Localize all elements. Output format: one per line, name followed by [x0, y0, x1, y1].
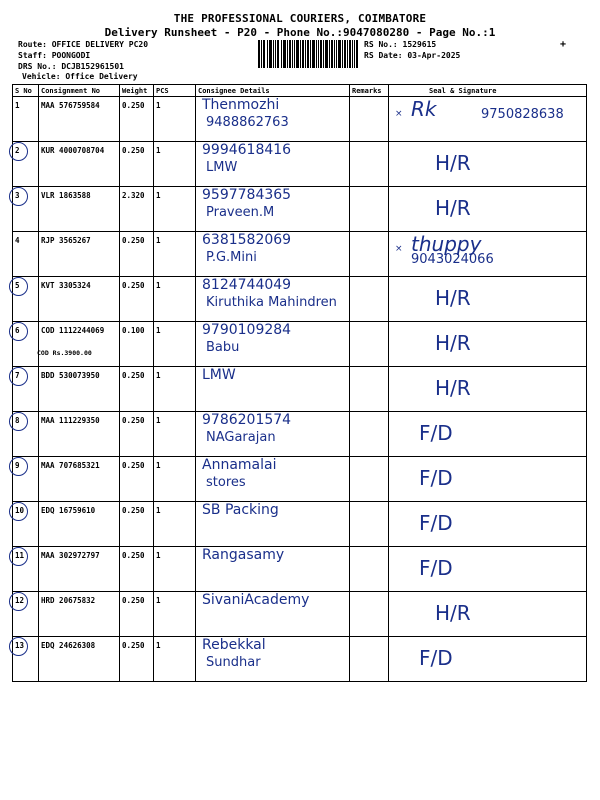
row-signature-cell — [389, 187, 587, 232]
row-pcs: 1 — [154, 142, 196, 187]
row-consignment-cell — [39, 637, 120, 682]
route-label: Route: OFFICE DELIVERY PC20 — [18, 40, 149, 49]
row-weight: 0.250 — [120, 412, 154, 457]
row-consignee-line1: LMW — [202, 367, 236, 383]
row-signature: H/R — [435, 331, 471, 355]
row-signature: F/D — [419, 556, 453, 580]
circle-mark — [9, 187, 28, 206]
row-remarks — [350, 592, 389, 637]
row-remarks — [350, 277, 389, 322]
col-header-weight: Weight — [120, 85, 154, 97]
company-title: THE PROFESSIONAL COURIERS, COIMBATORE — [173, 12, 427, 25]
row-consignee-line1: Annamalai — [202, 457, 277, 473]
drs-number-label: DRS No.: DCJB152961501 — [18, 62, 124, 71]
table-row — [13, 412, 587, 457]
row-sno-cell — [13, 232, 39, 277]
row-consignment-no: EDQ 24626308 — [41, 641, 96, 650]
table-header-row — [13, 85, 587, 97]
row-consignee-cell — [196, 367, 350, 412]
row-signature: F/D — [419, 466, 453, 490]
row-sno-cell — [13, 322, 39, 367]
row-pcs: 1 — [154, 232, 196, 277]
row-pcs: 1 — [154, 412, 196, 457]
row-consignment-cell — [39, 277, 120, 322]
row-signature-cell — [389, 97, 587, 142]
row-consignee-line1: SivaniAcademy — [202, 592, 310, 608]
row-remarks — [350, 232, 389, 277]
row-consignee-cell — [196, 232, 350, 277]
row-signature-cell — [389, 412, 587, 457]
row-sno: 3 — [15, 191, 20, 200]
row-consignment-no: COD 1112244069 — [41, 326, 105, 335]
row-consignee-cell — [196, 637, 350, 682]
row-consignment-no: BDD 530073950 — [41, 371, 100, 380]
vehicle-label: Vehicle: Office Delivery — [22, 72, 138, 81]
row-remarks — [350, 97, 389, 142]
row-pcs: 1 — [154, 592, 196, 637]
row-pcs: 1 — [154, 637, 196, 682]
row-consignment-no: EDQ 16759610 — [41, 506, 96, 515]
row-sno-cell — [13, 367, 39, 412]
row-sno-cell — [13, 457, 39, 502]
rs-number-label: RS No.: 1529615 — [364, 40, 437, 49]
row-sno-cell — [13, 97, 39, 142]
row-consignee-line2: LMW — [206, 160, 238, 175]
row-cod-amount: COD Rs.3900.00 — [37, 349, 92, 357]
row-consignee-line2: 9488862763 — [206, 115, 289, 130]
row-sno: 4 — [15, 236, 20, 245]
row-consignment-no: MAA 707685321 — [41, 461, 100, 470]
runsheet-title: Delivery Runsheet - P20 - Phone No.:9047080280 - Page No.:1 — [104, 26, 496, 39]
row-consignment-no: VLR 1863588 — [41, 191, 91, 200]
row-pcs: 1 — [154, 367, 196, 412]
circle-mark — [9, 142, 28, 161]
row-remarks — [350, 187, 389, 232]
row-sno-cell — [13, 412, 39, 457]
row-consignment-cell — [39, 412, 120, 457]
row-consignment-no: MAA 576759584 — [41, 101, 100, 110]
row-pcs: 1 — [154, 547, 196, 592]
row-consignee-line2: Praveen.M — [206, 205, 275, 220]
row-consignee-cell — [196, 322, 350, 367]
circle-mark — [9, 547, 28, 566]
col-header-signature: Seal & Signature — [389, 85, 587, 97]
row-signature: F/D — [419, 421, 453, 445]
row-sno: 8 — [15, 416, 20, 425]
circle-mark — [9, 367, 28, 386]
row-consignee-cell — [196, 142, 350, 187]
col-header-consignment: Consignment No — [39, 85, 120, 97]
row-signature: H/R — [435, 286, 471, 310]
row-consignment-cell — [39, 367, 120, 412]
row-consignment-no: KVT 3305324 — [41, 281, 91, 290]
row-consignee-cell — [196, 502, 350, 547]
row-consignee-line1: Thenmozhi — [202, 97, 280, 113]
row-sno: 9 — [15, 461, 20, 470]
row-cross-mark: × — [395, 109, 403, 119]
row-signature: thuppy — [411, 232, 482, 256]
row-consignee-line1: 8124744049 — [202, 277, 292, 293]
row-sno-cell — [13, 502, 39, 547]
col-header-remarks: Remarks — [350, 85, 389, 97]
row-weight: 0.250 — [120, 547, 154, 592]
col-header-pcs: PCS — [154, 85, 196, 97]
row-signature-cell — [389, 457, 587, 502]
table-row — [13, 592, 587, 637]
circle-mark — [9, 457, 28, 476]
row-sno-cell — [13, 637, 39, 682]
row-weight: 0.250 — [120, 142, 154, 187]
row-sno: 12 — [15, 596, 25, 605]
row-pcs: 1 — [154, 277, 196, 322]
row-signature: H/R — [435, 196, 471, 220]
row-consignment-no: KUR 4000708704 — [41, 146, 105, 155]
row-sno-cell — [13, 142, 39, 187]
table-row — [13, 187, 587, 232]
staff-label: Staff: POONGODI — [18, 51, 91, 60]
circle-mark — [9, 322, 28, 341]
row-consignee-line2: Babu — [206, 340, 240, 355]
circle-mark — [9, 637, 28, 656]
row-pcs: 1 — [154, 457, 196, 502]
row-signature: H/R — [435, 151, 471, 175]
row-remarks — [350, 142, 389, 187]
row-consignee-cell — [196, 277, 350, 322]
row-remarks — [350, 502, 389, 547]
circle-mark — [9, 412, 28, 431]
row-consignee-line1: Rangasamy — [202, 547, 285, 563]
row-weight: 0.250 — [120, 232, 154, 277]
table-row — [13, 232, 587, 277]
row-remarks — [350, 547, 389, 592]
row-signature: F/D — [419, 511, 453, 535]
row-sno: 11 — [15, 551, 25, 560]
table-row — [13, 457, 587, 502]
row-cross-mark: × — [395, 244, 403, 254]
row-weight: 0.250 — [120, 277, 154, 322]
table-row — [13, 547, 587, 592]
row-weight: 0.250 — [120, 592, 154, 637]
row-weight: 0.250 — [120, 637, 154, 682]
row-consignee-line1: Rebekkal — [202, 637, 266, 653]
rs-date-label: RS Date: 03-Apr-2025 — [364, 51, 461, 60]
row-remarks — [350, 457, 389, 502]
col-header-sno: S No — [13, 85, 39, 97]
row-consignment-cell — [39, 502, 120, 547]
table-row — [13, 277, 587, 322]
row-pcs: 1 — [154, 187, 196, 232]
row-consignment-cell — [39, 97, 120, 142]
row-signature: H/R — [435, 601, 471, 625]
table-row — [13, 322, 587, 367]
row-consignee-line2: Sundhar — [206, 655, 261, 670]
row-consignee-line2: P.G.Mini — [206, 250, 257, 265]
row-pcs: 1 — [154, 502, 196, 547]
row-consignee-line1: 6381582069 — [202, 232, 292, 248]
row-remarks — [350, 637, 389, 682]
row-sno-cell — [13, 592, 39, 637]
row-sno: 7 — [15, 371, 20, 380]
row-consignee-cell — [196, 97, 350, 142]
row-weight: 0.100 — [120, 322, 154, 367]
row-consignment-cell — [39, 592, 120, 637]
row-signature-cell — [389, 592, 587, 637]
row-signature-cell — [389, 637, 587, 682]
row-signature-cell — [389, 502, 587, 547]
row-consignment-cell — [39, 322, 120, 367]
row-consignee-cell — [196, 592, 350, 637]
corner-mark: + — [560, 39, 567, 50]
row-signature-phone: 9043024066 — [411, 252, 494, 267]
row-consignment-no: MAA 302972797 — [41, 551, 100, 560]
row-consignment-cell — [39, 457, 120, 502]
row-sno: 10 — [15, 506, 25, 515]
row-signature-cell — [389, 547, 587, 592]
row-consignee-line2: stores — [206, 475, 246, 490]
barcode-image — [258, 40, 358, 68]
table-row — [13, 97, 587, 142]
row-sno: 2 — [15, 146, 20, 155]
table-row — [13, 367, 587, 412]
row-sno: 6 — [15, 326, 20, 335]
row-consignee-line2: Kiruthika Mahindren — [206, 295, 337, 310]
runsheet-table — [12, 84, 587, 682]
row-weight: 0.250 — [120, 97, 154, 142]
row-consignment-no: RJP 3565267 — [41, 236, 91, 245]
table-row — [13, 502, 587, 547]
row-sno-cell — [13, 187, 39, 232]
row-consignment-cell — [39, 547, 120, 592]
row-consignment-cell — [39, 232, 120, 277]
row-consignee-line2: NAGarajan — [206, 430, 276, 445]
row-consignee-line1: 9786201574 — [202, 412, 292, 428]
row-sno-cell — [13, 547, 39, 592]
row-signature-cell — [389, 367, 587, 412]
row-signature-cell — [389, 142, 587, 187]
circle-mark — [9, 502, 28, 521]
circle-mark — [9, 277, 28, 296]
row-consignment-no: HRD 20675832 — [41, 596, 96, 605]
row-weight: 0.250 — [120, 502, 154, 547]
row-signature: F/D — [419, 646, 453, 670]
row-consignee-line1: SB Packing — [202, 502, 279, 518]
row-remarks — [350, 367, 389, 412]
row-consignee-cell — [196, 187, 350, 232]
row-signature-cell — [389, 277, 587, 322]
row-consignee-cell — [196, 457, 350, 502]
row-pcs: 1 — [154, 97, 196, 142]
row-pcs: 1 — [154, 322, 196, 367]
row-sno: 13 — [15, 641, 25, 650]
row-consignee-line1: 9994618416 — [202, 142, 292, 158]
row-consignee-line1: 9790109284 — [202, 322, 292, 338]
row-signature: Rk — [411, 97, 437, 121]
row-weight: 2.320 — [120, 187, 154, 232]
circle-mark — [9, 592, 28, 611]
row-sno: 1 — [15, 101, 20, 110]
row-weight: 0.250 — [120, 457, 154, 502]
row-consignment-cell — [39, 187, 120, 232]
row-consignee-line1: 9597784365 — [202, 187, 292, 203]
row-signature: H/R — [435, 376, 471, 400]
row-signature-cell — [389, 232, 587, 277]
row-consignee-cell — [196, 412, 350, 457]
row-signature-cell — [389, 322, 587, 367]
row-sno-cell — [13, 277, 39, 322]
row-remarks — [350, 322, 389, 367]
row-sno: 5 — [15, 281, 20, 290]
table-row — [13, 637, 587, 682]
row-weight: 0.250 — [120, 367, 154, 412]
row-consignment-no: MAA 111229350 — [41, 416, 100, 425]
row-consignment-cell — [39, 142, 120, 187]
row-consignee-cell — [196, 547, 350, 592]
table-row — [13, 142, 587, 187]
row-remarks — [350, 412, 389, 457]
row-signature-phone: 9750828638 — [481, 107, 564, 122]
col-header-consignee: Consignee Details — [196, 85, 350, 97]
